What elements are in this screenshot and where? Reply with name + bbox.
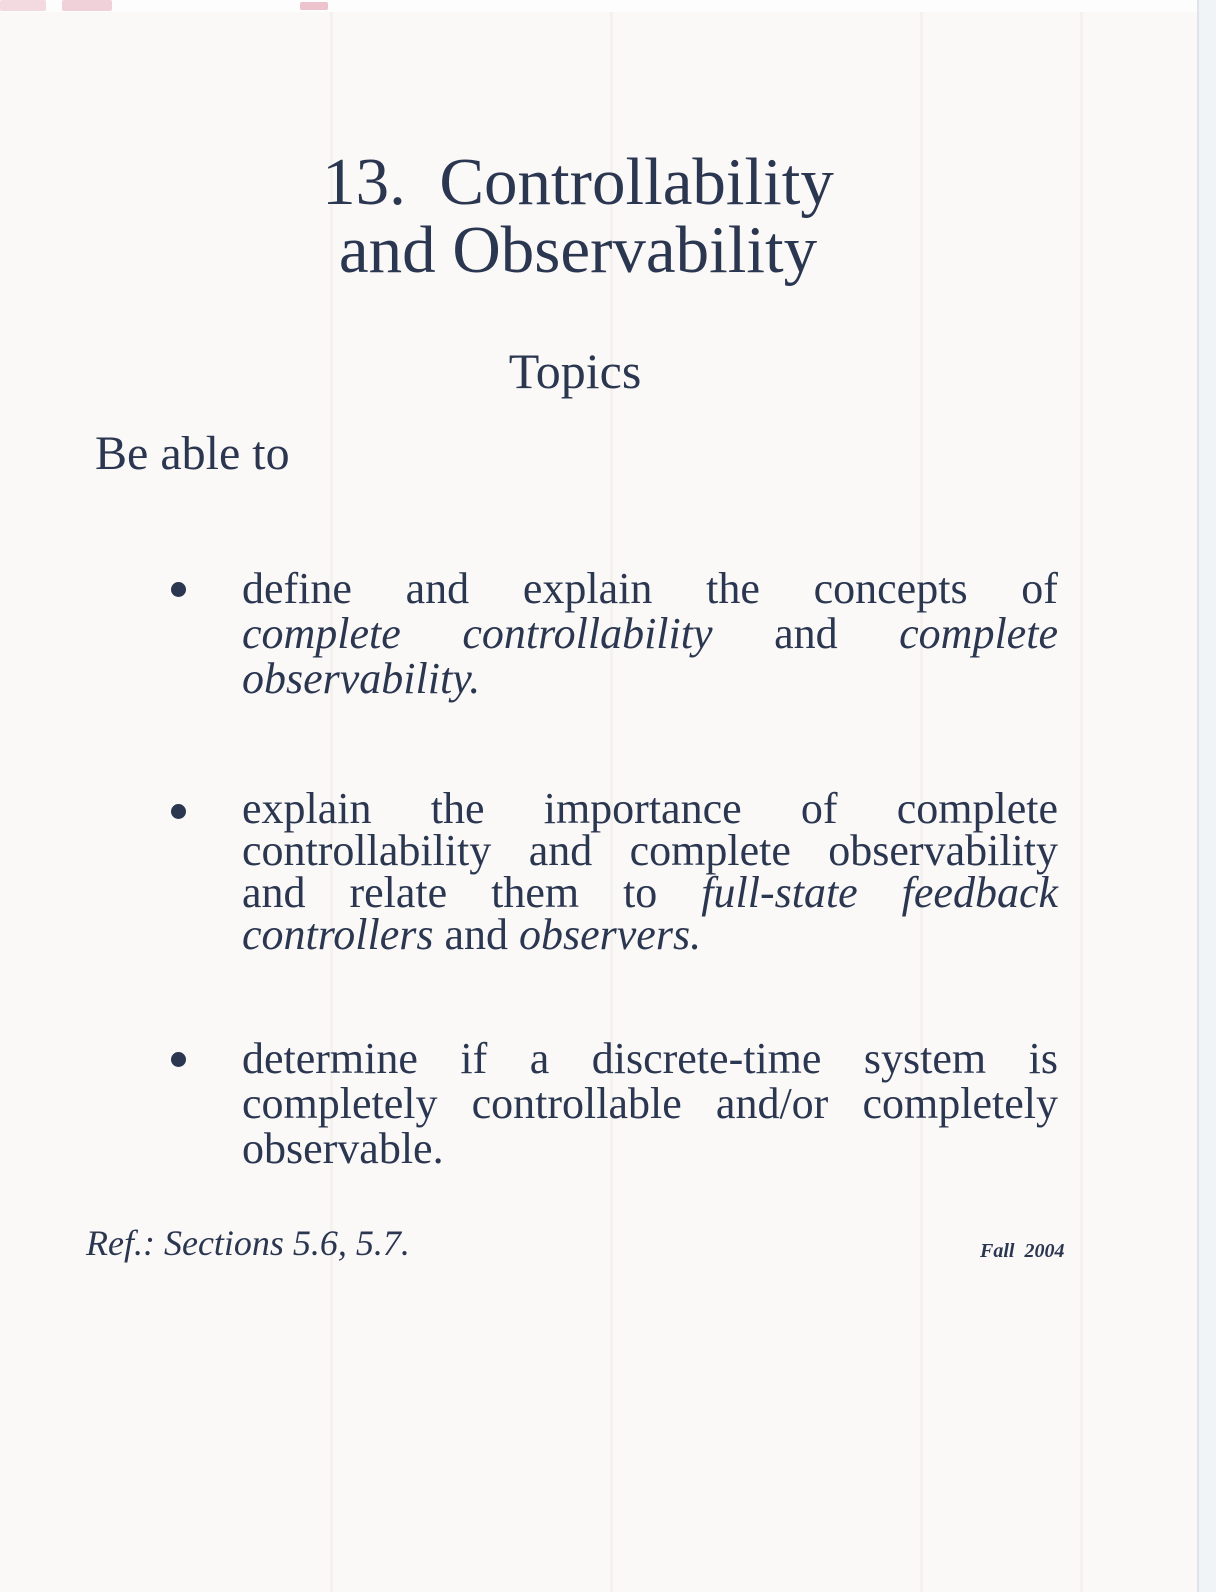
bullet-item: [242, 1036, 1058, 1171]
word: explain: [522, 564, 653, 613]
bullet-line: [242, 1036, 1058, 1081]
bullet-line: [242, 566, 1058, 611]
bullet-line: [242, 868, 1058, 917]
term-note: Fall 2004: [980, 1240, 1065, 1262]
page-title-line-2: and Observability: [338, 213, 818, 287]
word: complete: [629, 826, 791, 875]
word: relate: [349, 868, 448, 917]
scan-smudge: [300, 2, 328, 10]
word: if: [460, 1034, 488, 1083]
bullet-line: [242, 1126, 1058, 1171]
word: and: [405, 564, 470, 613]
word: is: [1028, 1034, 1058, 1083]
word: complete: [896, 784, 1058, 833]
bullet-item: [242, 784, 1058, 959]
word: the: [706, 564, 760, 613]
word: and: [444, 910, 508, 959]
bullet-line: [242, 1081, 1058, 1126]
word: controllers: [242, 910, 434, 959]
word: of: [1021, 564, 1058, 613]
word: completely: [862, 1079, 1058, 1128]
bullet-item: [242, 566, 1058, 701]
word: and: [774, 609, 838, 658]
word: controllable: [471, 1079, 682, 1128]
word: of: [800, 784, 838, 833]
bullet-line: [242, 656, 1058, 701]
word: to: [623, 868, 658, 917]
word: completely: [242, 1079, 438, 1128]
word: complete: [899, 609, 1058, 658]
bullet-dot-icon: [171, 1052, 186, 1067]
page-title: [0, 145, 1156, 287]
scan-top-edge: [0, 0, 1216, 12]
bullet-line: [242, 611, 1058, 656]
bullet-line: [242, 826, 1058, 875]
page-right-edge: [1197, 0, 1216, 1592]
word: observability.: [242, 654, 481, 703]
lead-in-text: Be able to: [95, 427, 290, 480]
reference-line: Ref.: Sections 5.6, 5.7.: [86, 1223, 410, 1263]
word: observable.: [242, 1124, 444, 1173]
word: define: [242, 564, 352, 613]
word: them: [491, 868, 580, 917]
word: observers.: [519, 910, 702, 959]
word: concepts: [813, 564, 968, 613]
word: the: [430, 784, 485, 833]
bullet-line: [242, 910, 1058, 959]
word: explain: [242, 784, 372, 833]
scan-smudge: [62, 0, 112, 11]
word: feedback: [901, 868, 1058, 917]
scan-smudge: [0, 0, 46, 11]
word: and: [528, 826, 593, 875]
word: and/or: [715, 1079, 829, 1128]
bullet-dot-icon: [171, 582, 186, 597]
word: controllability: [242, 826, 492, 875]
word: importance: [543, 784, 742, 833]
word: and: [242, 868, 306, 917]
bullet-line: [242, 784, 1058, 833]
word: a: [529, 1034, 550, 1083]
bullet-dot-icon: [171, 804, 186, 819]
word: system: [863, 1034, 987, 1083]
word: full-state: [701, 868, 858, 917]
word: observability: [828, 826, 1058, 875]
word: determine: [242, 1034, 418, 1083]
word: discrete-time: [591, 1034, 822, 1083]
word: complete: [242, 609, 401, 658]
section-heading: Topics: [508, 343, 642, 399]
word: controllability: [462, 609, 713, 658]
page-title-line-1: 13. Controllability: [322, 145, 834, 219]
